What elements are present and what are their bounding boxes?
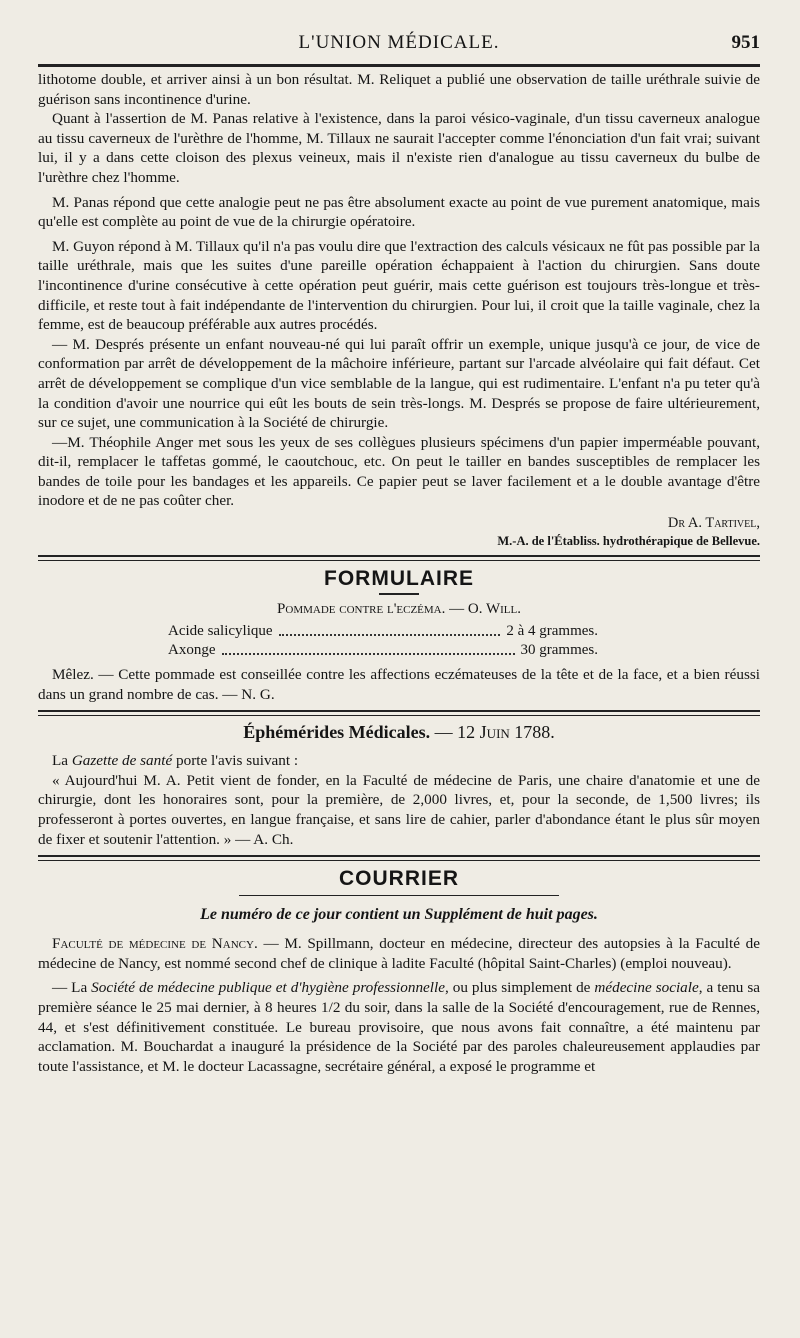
courrier-item-1 <box>38 934 760 973</box>
paragraph-1: lithotome double, et arriver ainsi à un bon résultat. M. Reliquet a publié une observation de taille uréthrale suivie de guérison sans incontinence d'urine. <box>38 71 760 108</box>
item-text: — M. Spillmann, docteur en médecine, directeur des autopsies à la Faculté de médecine de Nancy, est nommé second chef de clinique à ladite Faculté (hôpital Saint-Charles) (emploi nouveau). <box>38 935 761 972</box>
ephemerides-heading <box>38 722 760 743</box>
supplement-notice: Le numéro de ce jour contient un Supplément de huit pages. <box>200 906 598 924</box>
ingredient-amount: 2 à 4 grammes. <box>506 623 598 640</box>
signature-affiliation: M.-A. de l'Établiss. hydrothérapique de Bellevue. <box>497 534 760 549</box>
paragraph-5: — M. Després présente un enfant nouveau-né qui lui paraît offrir un exemple, unique jusqu'à ce jour, de vice de conformation par arrêt de développement de la mâchoire inférieure, partant sur l'arcade alvéolaire qui fait défaut. Cet arrêt de développement se complique d'un vice semblable de la langue, qui est rudimentaire. L'enfant n'a pu teter qu'à la condition d'avoir une nourrice qui eût les bouts de sein très-longs. M. Després se propose de faire ultérieurement, sur ce sujet, une communication à la Société de chirurgie. <box>38 335 760 432</box>
paragraph-2: Quant à l'assertion de M. Panas relative à l'existence, dans la paroi vésico-vaginale, d'un tissu caverneux analogue au tissu caverneux de l'urèthre de l'homme, M. Tillaux ne saurait l'accepter comme l'énonciation d'un fait vrai; suivant lui, il y a dans cette cloison des plexus veineux, mais il n'existe rien d'analogue au tissu caverneux du bulbe de l'urèthre chez l'homme. <box>38 110 760 186</box>
running-header <box>38 30 760 64</box>
item-heading: Faculté de médecine de Nancy. <box>52 935 258 953</box>
ingredient-row <box>168 641 598 660</box>
courrier-title: COURRIER <box>338 867 459 891</box>
prescription <box>168 622 598 660</box>
ephemerides-quote: « Aujourd'hui M. A. Petit vient de fonder, en la Faculté de médecine de Paris, une chaire d'anatomie et une de chirurgie, dont les honoraires sont, pour la première, de 2,000 livres, et, pour la seconde, de 1,500 livres; ils professeront à portes ouvertes, en langue française, et sans lire de cahier, parler d'abondance étant le plus sûr moyen de fixer et soutenir l'attention. » — A. Ch. <box>38 771 760 848</box>
ephemerides-intro <box>38 751 760 771</box>
paragraph-4: M. Guyon répond à M. Tillaux qu'il n'a pas voulu dire que l'extraction des calculs vésicaux ne fût pas possible par la taille uréthrale, mais que les suites d'une pareille opération échappaient à l'action du chirurgien. Sans doute l'incontinence d'urine consécutive à cette opération peut guérir, mais cette guérison est toujours très-longue et très-difficile, et reste tout à fait indépendante de l'intervention du chirurgien. Pour lui, il croit que la taille vaginale, chez la femme, est de beaucoup préférable aux autres procédés. <box>38 237 760 334</box>
intro-text: porte l'avis suivant : <box>172 752 299 770</box>
ingredient-name: Axonge <box>168 642 216 659</box>
signature-name: Dr A. Tartivel, <box>667 515 760 532</box>
item-text: — La <box>52 979 92 997</box>
item-text: , ou plus simplement de <box>444 979 595 997</box>
ingredient-name: Acide salicylique <box>168 623 273 640</box>
society-name: Société de médecine publique et d'hygiène professionnelle <box>91 979 445 997</box>
header-rule <box>38 64 760 67</box>
ingredient-row <box>168 622 598 641</box>
courrier-item-2 <box>38 978 760 1076</box>
page-number: 951 <box>731 32 760 53</box>
section-divider <box>38 855 760 861</box>
paragraph-6: —M. Théophile Anger met sous les yeux de ses collègues plusieurs spécimens d'un papier imperméable pouvant, dit-il, remplacer le taffetas gommé, le caoutchouc, etc. On peut le tailler en bandes susceptibles de remplacer les bandes de toile pour les bandages et les appareils. Ce papier peut se laver facilement et a le double avantage d'être inodore et de ne pas coûter cher. <box>38 433 760 510</box>
courrier-rule <box>239 895 559 896</box>
item-text: , a tenu sa première séance le 25 mai dernier, à 8 heures 1/2 du soir, dans la salle de la Société d'encouragement, rue de Rennes, 44, et s'est définitivement constituée. Le bureau provisoire, que nous avons fait connaître, a été maintenu par acclamation. M. Bouchardat a inauguré la présidence de la Société par des paroles chaleureusement applaudies par toute l'assistance, et M. le docteur Lacassagne, secrétaire général, a exposé le programme et <box>38 979 761 1075</box>
formulaire-title: FORMULAIRE <box>324 567 474 591</box>
ingredient-amount: 30 grammes. <box>520 642 598 659</box>
intro-text: La <box>52 752 72 770</box>
society-short-name: médecine sociale <box>594 979 699 997</box>
ephemerides-title: Éphémérides Médicales. <box>243 722 431 743</box>
journal-title: L'UNION MÉDICALE. <box>298 32 500 53</box>
section-divider <box>38 555 760 561</box>
formulaire-subtitle: Pommade contre l'eczéma. — O. Will. <box>277 601 521 618</box>
paragraph-3: M. Panas répond que cette analogie peut ne pas être absolument exacte au point de vue purement anatomique, mais qu'elle est complète au point de vue de la chirurgie opératoire. <box>38 193 760 231</box>
ephemerides-date: — 12 Juin 1788. <box>434 722 555 743</box>
section-divider <box>38 710 760 716</box>
gazette-name: Gazette de santé <box>71 752 173 770</box>
formulaire-text: Mêlez. — Cette pommade est conseillée contre les affections eczémateuses de la tête et de la face, et a bien réussi dans un grand nombre de cas. — N. G. <box>38 666 760 703</box>
formulaire-short-rule <box>379 593 419 595</box>
